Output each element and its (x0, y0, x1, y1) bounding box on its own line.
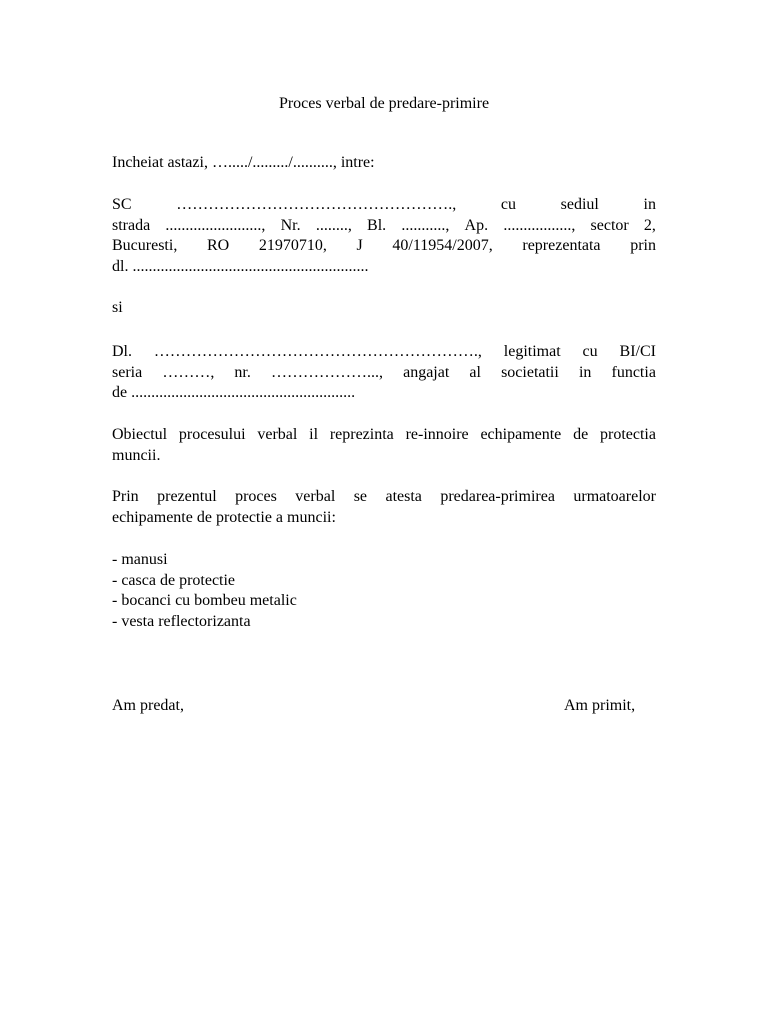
and-word: si (112, 299, 123, 316)
person-word: BI/CI (619, 343, 656, 360)
person-word: ……………………………………………………., (153, 343, 482, 360)
person-word: cu (582, 343, 598, 360)
list-item: - casca de protectie (112, 571, 236, 589)
person-line-3: de ........................................................ (112, 384, 356, 401)
company-word: reprezentata (522, 237, 601, 254)
person-line-2 (112, 363, 656, 384)
list-item: - bocanci cu bombeu metalic (112, 592, 297, 609)
person-word: ………, (162, 363, 215, 381)
object-word: verbal (257, 426, 298, 443)
company-word: SC (112, 196, 132, 213)
company-line-2 (112, 216, 656, 237)
person-word: nr. (234, 363, 251, 381)
company-word: in (643, 196, 656, 213)
company-line-4: dl. ........................................................... (112, 257, 369, 275)
object-word: re-innoire (405, 426, 469, 443)
object-word: echipamente (480, 426, 562, 443)
object-word: Obiectul (112, 426, 168, 443)
company-word: ..........., (401, 216, 450, 234)
intro-line: Incheiat astazi, …...../........./.........., intre: (112, 154, 375, 171)
company-word: ........................, (165, 216, 266, 234)
attest-line-2: echipamente de protectie a muncii: (112, 508, 336, 526)
company-word: Bucuresti, (112, 237, 178, 254)
object-line-2: muncii. (112, 446, 161, 464)
person-word: in (578, 363, 592, 381)
company-word: 21970710, (258, 237, 327, 254)
person-word: Dl. (112, 343, 132, 360)
object-word: protectia (599, 426, 656, 443)
company-word: Nr. (280, 216, 301, 234)
signature-handed-over: Am predat, (112, 697, 184, 714)
company-word: Bl. (367, 216, 387, 234)
company-word: prin (630, 237, 656, 254)
attest-word: predarea-primirea (440, 488, 555, 505)
company-word: 2, (643, 216, 656, 234)
company-word: RO (206, 237, 230, 254)
object-line-1 (112, 425, 656, 446)
document-title: Proces verbal de predare-primire (278, 95, 490, 112)
company-word: ................., (503, 216, 576, 234)
intro-paragraph (112, 153, 656, 174)
company-line-1 (112, 195, 656, 216)
attest-word: Prin (112, 488, 139, 505)
object-paragraph (112, 425, 656, 466)
attest-word: se (353, 488, 368, 505)
attest-line-1 (112, 487, 656, 508)
person-word: functia (611, 363, 656, 381)
person-word: angajat (403, 363, 450, 381)
company-word: ........, (315, 216, 352, 234)
company-word: strada (112, 216, 151, 234)
and-paragraph (112, 298, 656, 319)
attest-word: prezentul (157, 488, 217, 505)
company-word: J (356, 237, 363, 254)
attest-paragraph (112, 487, 656, 528)
list-item: - manusi (112, 551, 168, 568)
company-word: Ap. (464, 216, 489, 234)
attest-word: atesta (385, 488, 422, 505)
person-word: legitimat (503, 343, 561, 360)
person-word: seria (112, 363, 143, 381)
person-word: al (469, 363, 481, 381)
company-word: sediul (560, 196, 599, 213)
object-word: de (573, 426, 589, 443)
person-word: ………………..., (270, 363, 383, 381)
list-item: - vesta reflectorizanta (112, 612, 251, 630)
attest-word: urmatoarelor (573, 488, 656, 505)
company-paragraph (112, 195, 656, 277)
attest-word: verbal (295, 488, 336, 505)
company-word: cu (500, 196, 516, 213)
attest-word: proces (235, 488, 277, 505)
document-page (112, 0, 656, 1024)
company-line-3 (112, 236, 656, 257)
signature-received: Am primit, (564, 697, 636, 714)
object-word: procesului (178, 426, 246, 443)
person-word: societatii (501, 363, 559, 381)
equipment-list (112, 550, 297, 632)
company-word: sector (590, 216, 629, 234)
person-line-1 (112, 342, 656, 363)
company-word: ……………………………………………., (176, 196, 457, 213)
object-word: reprezinta (329, 426, 394, 443)
company-word: 40/11954/2007, (392, 237, 493, 254)
person-paragraph (112, 342, 656, 404)
object-word: il (309, 426, 319, 443)
